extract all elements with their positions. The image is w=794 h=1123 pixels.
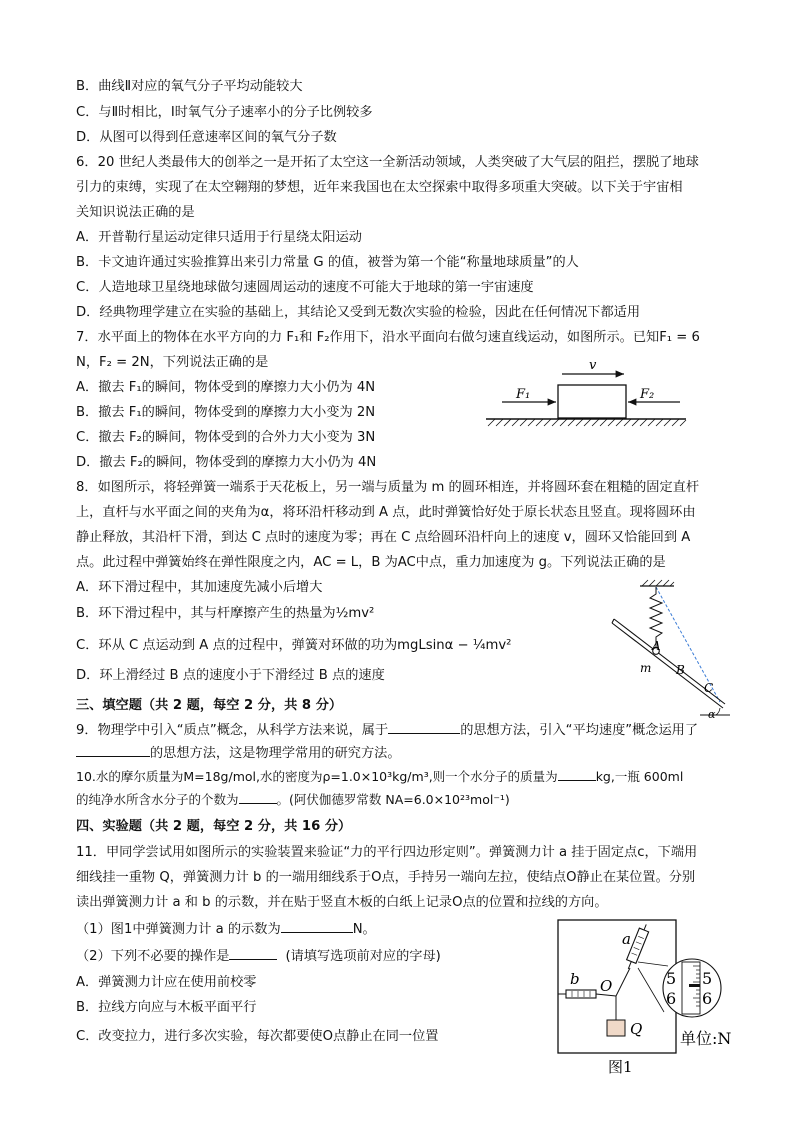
weight-q [607, 1020, 625, 1036]
q7-option-b: B．撤去 F₁的瞬间，物体受到的摩擦力大小变为 2N [76, 405, 376, 420]
q10-line1 [76, 767, 683, 787]
q11-stem-line1: 11．甲同学尝试用如图所示的实验装置来验证“力的平行四边形定则”。弹簧测力计 a 挂于固定点c，下端用 [76, 845, 698, 860]
q11-stem-line2: 细线挂一重物 Q，弹簧测力计 b 的一端用细线系于O点，手持另一端向左拉，使结点O静止在某位置。分别 [76, 870, 696, 885]
scale-5-left: 5 [666, 969, 677, 988]
q11-blank-2[interactable] [229, 959, 277, 960]
scale-6-right: 6 [702, 989, 713, 1008]
q5-option-c: C．与Ⅱ时相比，Ⅰ时氧气分子速率小的分子比例较多 [76, 105, 373, 120]
q11-experiment-figure [552, 918, 742, 1078]
angle-arc [716, 708, 720, 715]
q8-option-c: C．环从 C 点运动到 A 点的过程中，弹簧对环做的功为mgLsinα − ¼mv² [76, 638, 512, 653]
point-a-label: A [652, 639, 661, 653]
q11-blank-1[interactable] [281, 932, 353, 933]
q6-option-d: D．经典物理学建立在实验的基础上，其结论又受到无数次实验的检验，因此在任何情况下都适用 [76, 305, 641, 320]
q6-option-a: A．开普勒行星运动定律只适用于行星绕太阳运动 [76, 230, 362, 245]
q11-sub1-text: （1）图1中弹簧测力计 a 的示数为 [76, 922, 281, 937]
q10-blank-1[interactable] [558, 780, 596, 781]
label-q: Q [630, 1020, 643, 1038]
q10-text-d: 。(阿伏伽德罗常数 NA=6.0×10²³mol⁻¹) [276, 792, 510, 807]
q9-blank-2[interactable] [76, 756, 150, 757]
f1-label: F₁ [516, 387, 531, 402]
q7-option-c: C．撤去 F₂的瞬间，物体受到的合外力大小变为 3N [76, 430, 376, 445]
q9-text-b: 的思想方法，引入“平均速度”概念运用了 [460, 723, 699, 738]
q11-option-c: C．改变拉力，进行多次实验，每次都要使O点静止在同一位置 [76, 1029, 439, 1044]
f2-label: F₂ [640, 387, 655, 402]
q8-stem-line3: 静止释放，其沿杆下滑，到达 C 点时的速度为零；再在 C 点给圆环沿杆向上的速度 v，圆环又恰能回到 A [76, 530, 691, 545]
section4-title: 四、实验题（共 2 题，每空 2 分，共 16 分） [76, 819, 352, 834]
figure-caption: 图1 [608, 1058, 633, 1076]
spring-balance-b [558, 990, 596, 998]
point-c-label: C [704, 681, 714, 695]
section3-title: 三、填空题（共 2 题，每空 2 分，共 8 分） [76, 698, 343, 713]
ground-hatching [488, 419, 686, 426]
q7-stem-line2: N，F₂ = 2N，下列说法正确的是 [76, 355, 269, 370]
q9-line1 [76, 721, 698, 741]
q6-stem-line3: 关知识说法正确的是 [76, 205, 195, 220]
q9-text-a: 9．物理学中引入“质点”概念，从科学方法来说，属于 [76, 723, 389, 738]
q10-text-b: kg,一瓶 600ml [595, 769, 684, 784]
q5-option-d: D．从图可以得到任意速率区间的氧气分子数 [76, 130, 337, 145]
q8-stem-line1: 8．如图所示，将轻弹簧一端系于天花板上，另一端与质量为 m 的圆环相连，并将圆环套在粗糙的固定直杆 [76, 480, 700, 495]
q10-text-c: 的纯净水所含水分子的个数为 [76, 792, 239, 807]
scale-6-left: 6 [666, 989, 677, 1008]
q7-stem-line1: 7．水平面上的物体在水平方向的力 F₁和 F₂作用下，沿水平面向右做匀速直线运动，如图所示。已知F₁ = 6 [76, 330, 700, 345]
q11-sub2-text: （2）下列不必要的操作是 [76, 949, 230, 964]
q10-text-a: 10.水的摩尔质量为M=18g/mol,水的密度为ρ=1.0×10³kg/m³,则一个水分子的质量为 [76, 769, 558, 784]
pointer [689, 984, 700, 987]
magnifier-circle [663, 959, 721, 1017]
alpha-label: α [708, 708, 716, 720]
label-o: O [600, 977, 613, 995]
q8-option-b: B．环下滑过程中，其与杆摩擦产生的热量为½mv² [76, 606, 375, 621]
q8-stem-line4: 点。此过程中弹簧始终在弹性限度之内，AC = L，B 为AC中点，重力加速度为 g。下列说法正确的是 [76, 555, 666, 570]
q9-line2 [76, 744, 401, 764]
q9-blank-1[interactable] [388, 733, 460, 734]
q11-option-b: B．拉线方向应与木板平面平行 [76, 1000, 257, 1015]
scale-5-right: 5 [702, 969, 713, 988]
rod-bottom [612, 623, 723, 708]
q11-stem-line3: 读出弹簧测力计 a 和 b 的示数，并在贴于竖直木板的白纸上记录O点的位置和拉线的方向。 [76, 895, 608, 910]
point-b-label: B [676, 663, 685, 677]
unit-label: 单位:N [680, 1029, 732, 1048]
q7-option-d: D．撤去 F₂的瞬间，物体受到的摩擦力大小仍为 4N [76, 455, 377, 470]
label-a: a [622, 930, 631, 948]
q8-spring-rod-diagram [604, 578, 730, 720]
ceiling-hatching [642, 580, 674, 586]
q6-option-c: C．人造地球卫星绕地球做匀速圆周运动的速度不可能大于地球的第一宇宙速度 [76, 280, 534, 295]
q6-option-b: B．卡文迪许通过实验推算出来引力常量 G 的值，被誉为第一个能“称量地球质量”的人 [76, 255, 579, 270]
label-b: b [570, 970, 580, 988]
q11-sub1-unit: N。 [352, 922, 376, 937]
mass-label: m [640, 661, 652, 675]
velocity-label: v [589, 358, 597, 373]
q7-force-diagram [480, 358, 690, 436]
q6-stem-line2: 引力的束缚，实现了在太空翱翔的梦想，近年来我国也在太空探索中取得多项重大突破。以下关于宇宙相 [76, 180, 683, 195]
q6-stem-line1: 6．20 世纪人类最伟大的创举之一是开拓了太空这一全新活动领域，人类突破了大气层的阻拦，摆脱了地球 [76, 155, 699, 170]
q8-stem-line2: 上，直杆与水平面之间的夹角为α，将环沿杆移动到 A 点，此时弹簧恰好处于原长状态且竖直。现将圆环由 [76, 505, 696, 520]
block [558, 385, 626, 418]
q10-line2 [76, 790, 510, 810]
q9-text-c: 的思想方法，这是物理学常用的研究方法。 [150, 746, 401, 761]
q7-option-a: A．撤去 F₁的瞬间，物体受到的摩擦力大小仍为 4N [76, 380, 376, 395]
q11-option-a: A．弹簧测力计应在使用前校零 [76, 975, 257, 990]
q8-option-a: A．环下滑过程中，其加速度先减小后增大 [76, 580, 323, 595]
q8-option-d: D．环上滑经过 B 点的速度小于下滑经过 B 点的速度 [76, 668, 385, 683]
q5-option-b: B．曲线Ⅱ对应的氧气分子平均动能较大 [76, 79, 303, 94]
q10-blank-2[interactable] [239, 803, 277, 804]
q11-sub2-hint: (请填写选项前对应的字母) [285, 949, 441, 964]
q11-sub1 [76, 920, 376, 940]
q11-sub2 [76, 947, 441, 967]
